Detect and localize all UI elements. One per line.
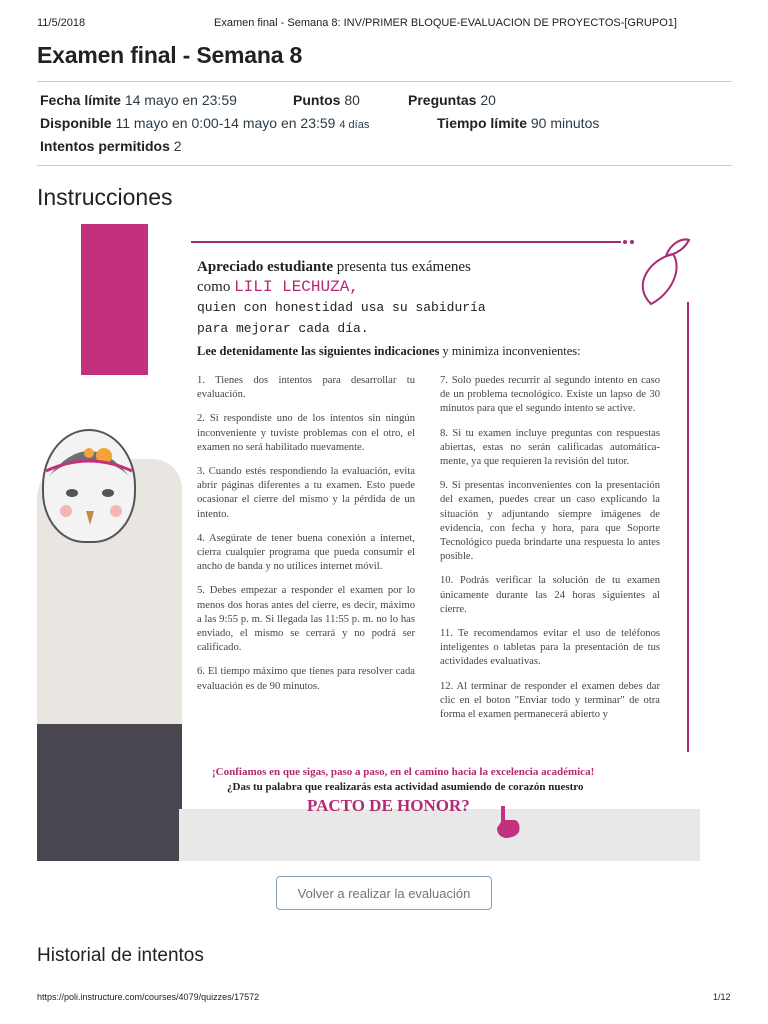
- instruction-item: 11. Te recomendamos evitar el uso de teléfonos inteligentes o tabletas para la presentación de tus actividades evaluativas.: [440, 628, 660, 668]
- fecha-value: 14 mayo en 23:59: [124, 92, 237, 108]
- instruction-item: 6. El tiempo máximo que tienes para resolver cada evaluación es de 90 minutos.: [197, 666, 415, 692]
- disponible-value: 11 mayo en 0:00-14 mayo en 23:59: [115, 115, 336, 131]
- instruction-item: 10. Podrás verificar la solución de tu examen únicamente durante las 24 horas siguientes al cierre.: [440, 575, 660, 615]
- decorative-block: [81, 224, 148, 375]
- fecha-label: Fecha límite: [40, 92, 121, 108]
- instruction-item: 2. Si respondiste uno de los intentos sin ningún inconveniente y tuviste problemas con el otro, el examen no será habilitado nuevamente.: [197, 413, 415, 453]
- greeting: [197, 257, 486, 339]
- line2: quien con honestidad usa su sabiduría: [197, 300, 486, 315]
- das-text: ¿Das tu palabra que realizarás esta actividad asumiendo de corazón nuestro: [227, 781, 584, 793]
- meta-puntos: [293, 92, 360, 108]
- leaf-ornament-icon: [621, 234, 691, 309]
- owl-mask-icon: [42, 429, 136, 543]
- meta-intentos: [40, 138, 182, 154]
- line3: para mejorar cada día.: [197, 321, 369, 336]
- preguntas-label: Preguntas: [408, 92, 477, 108]
- instruction-item: 3. Cuando estés respondiendo la evaluación, evita abrir páginas diferentes a tu examen. Esto puede ocasionar el cierre del mismo y la pérdida de un intento.: [197, 466, 415, 520]
- decorative-line: [191, 241, 621, 243]
- attempt-history-heading: Historial de intentos: [37, 945, 204, 966]
- intentos-value: 2: [173, 138, 182, 154]
- pointing-hand-icon: [493, 804, 523, 840]
- divider: [37, 165, 732, 166]
- instruction-item: 8. Si tu examen incluye preguntas con respuestas abiertas, estas no serán calificadas automática-mente, ya que requieren la revisión del tutor.: [440, 427, 660, 468]
- instruction-item: 4. Asegúrate de tener buena conexión a internet, cierra cualquier programa que pueda consumir el ancho de banda y no utilices internet móvil.: [197, 532, 415, 573]
- pacto-text: PACTO DE HONOR?: [307, 796, 470, 815]
- decorative-line: [687, 302, 689, 752]
- puntos-label: Puntos: [293, 92, 341, 108]
- meta-disponible: [40, 115, 369, 131]
- puntos-value: 80: [344, 92, 360, 108]
- instructions-left-column: [197, 374, 415, 704]
- lee-bold: Lee detenidamente las siguientes indicaciones: [197, 344, 440, 358]
- owl-name: LILI LECHUZA,: [234, 278, 359, 296]
- instruction-item: 7. Solo puedes recurrir al segundo intento en caso de un problema tecnológico. Existe un lapso de 30 minutos para que el segundo intento se active.: [440, 375, 660, 415]
- meta-tiempo: [437, 115, 599, 131]
- intentos-label: Intentos permitidos: [40, 138, 170, 154]
- divider: [37, 81, 732, 82]
- lee-rest: y minimiza inconvenientes:: [442, 344, 581, 358]
- instructions-heading: Instrucciones: [37, 184, 173, 210]
- instruction-item: 9. Si presentas inconvenientes con la presentación del examen, puedes crear un caso explicando la situación y adjuntando siempre imágenes de evidencia, con fecha y hora, para que Soporte Tecnológico pueda brindarte una respuesta lo antes posible.: [440, 480, 660, 563]
- decorative-strip: [179, 809, 700, 861]
- read-carefully: [197, 344, 581, 359]
- confiamos-text: ¡Confiamos en que sigas, paso a paso, en el camino hacia la excelencia académica!: [212, 766, 595, 778]
- instruction-item: 1. Tienes dos intentos para desarrollar tu evaluación.: [197, 375, 415, 401]
- instruction-item: 5. Debes empezar a responder el examen por lo menos dos horas antes del cierre, es decir, máximo a las 9:55 p. m. Si llegada las 11:55 p. m. no lo has enviado, el mismo se cerrará y no podrá ser calificado.: [197, 585, 415, 654]
- print-title: Examen final - Semana 8: INV/PRIMER BLOQUE-EVALUACION DE PROYECTOS-[GRUPO1]: [214, 17, 677, 29]
- print-url: https://poli.instructure.com/courses/4079/quizzes/17572: [37, 992, 260, 1002]
- retake-quiz-button[interactable]: Volver a realizar la evaluación: [276, 876, 492, 910]
- instructions-banner: [37, 224, 700, 861]
- meta-preguntas: [408, 92, 496, 108]
- print-date: 11/5/2018: [37, 17, 86, 29]
- como-text: como: [197, 279, 231, 295]
- greeting-bold: Apreciado estudiante: [197, 259, 333, 275]
- instructions-right-column: [440, 374, 660, 721]
- tiempo-value: 90 minutos: [530, 115, 600, 131]
- page-title: Examen final - Semana 8: [37, 42, 303, 68]
- print-page-number: 1/12: [713, 992, 731, 1002]
- disponible-label: Disponible: [40, 115, 112, 131]
- student-skirt: [37, 724, 182, 861]
- tiempo-label: Tiempo límite: [437, 115, 527, 131]
- preguntas-value: 20: [480, 92, 496, 108]
- instruction-item: 12. Al terminar de responder el examen debes dar clic en el boton "Enviar todo y terminar" de otra forma el examen permanecerá abierto y: [440, 680, 660, 721]
- disponible-days: 4 días: [339, 119, 370, 131]
- meta-fecha: [40, 92, 237, 108]
- greeting-rest: presenta tus exámenes: [336, 259, 471, 275]
